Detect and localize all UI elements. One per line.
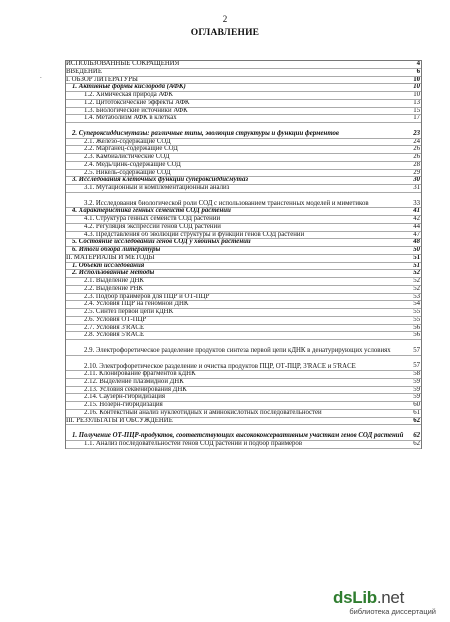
toc-entry-page: 6	[416, 68, 420, 75]
toc-entry	[66, 115, 421, 123]
toc-entry-page: 59	[413, 386, 420, 393]
toc-entry-page: 44	[413, 223, 420, 230]
toc-entry	[66, 139, 421, 147]
toc-entry	[66, 270, 421, 278]
margin-mark: .	[40, 72, 42, 80]
toc-entry-page: 28	[413, 161, 420, 168]
toc-entry	[66, 255, 421, 263]
toc-entry	[66, 162, 421, 170]
toc-entry-title: 2.8. Условия 5'RACE	[84, 332, 145, 339]
toc-entry-title: I. ОБЗОР ЛИТЕРАТУРЫ	[66, 76, 138, 83]
toc-entry	[66, 356, 421, 372]
toc-entry-title: 2.9. Электрофоретическое разделение продуктов синтеза первой цепи кДНК в денатурирующих условиях	[84, 347, 391, 354]
toc-entry	[66, 301, 421, 309]
toc-entry-title: ИСПОЛЬЗОВАННЫЕ СОКРАЩЕНИЯ	[66, 61, 180, 67]
toc-entry-page: 60	[413, 402, 420, 408]
toc-entry-title: 2.10. Электрофоретическое разделение и очистка продуктов ПЦР, ОТ-ПЦР, 3'RACE и 5'RACE	[84, 362, 356, 370]
toc-entry-page: 62	[413, 417, 420, 424]
toc-entry-page: 56	[413, 332, 420, 339]
toc-entry-title: 4.3. Представления об эволюции структуры и функции генов СОД растений	[84, 231, 305, 238]
toc-entry	[66, 441, 421, 449]
toc-entry-page: 58	[413, 371, 420, 377]
toc-entry-page: 52	[413, 285, 420, 292]
toc-entry-title: 2.7. Условия 3'RACE	[84, 324, 145, 331]
toc-entry-page: 55	[413, 316, 420, 323]
toc-entry-page: 62	[413, 440, 420, 447]
toc-entry-title: 2.14. Саузерн-гибридизация	[84, 394, 166, 401]
toc-entry	[66, 239, 421, 247]
toc-entry	[66, 123, 421, 139]
toc-entry-title: 3.2. Исследования биологической роли СОД с использованием трансгенных моделей и миметиков	[84, 199, 369, 207]
toc-entry-page: 23	[413, 129, 420, 137]
toc-entry-page: 59	[413, 394, 420, 401]
toc-entry-page: 17	[413, 115, 420, 122]
toc-entry	[66, 92, 421, 100]
toc-entry-title: 4.2. Регуляция экспрессии генов СОД растений	[84, 223, 221, 230]
toc-entry	[66, 185, 421, 193]
toc-entry-page: 56	[413, 324, 420, 331]
toc-entry-page: 24	[413, 138, 420, 145]
toc-entry-page: 10	[413, 92, 420, 98]
toc-entry	[66, 379, 421, 387]
toc-entry-page: 26	[413, 154, 420, 160]
toc-entry-title: 2. Супероксиддисмутазы: различные типы, эволюция структуры и функции ферментов	[72, 130, 339, 137]
toc-entry-title: 2.4. Медь/цинк-содержащие СОД	[84, 161, 181, 168]
toc-entry-page: 13	[413, 99, 420, 106]
toc-entry-page: 57	[413, 362, 420, 370]
toc-entry-title: 1.2. Цитотоксические эффекты АФК	[84, 99, 190, 106]
toc-entry	[66, 146, 421, 154]
toc-entry-page: 52	[413, 278, 420, 284]
toc-entry	[66, 325, 421, 333]
toc-entry	[66, 371, 421, 379]
toc-entry-title: 2.13. Условия секвенирования ДНК	[84, 386, 187, 393]
toc-entry-title: 1.4. Метаболизм АФК в клетках	[84, 115, 177, 122]
watermark-logo	[286, 588, 436, 614]
toc-entry-title: 3. Исследования клеточных функций супероксиддисмутаз	[72, 177, 249, 184]
toc-entry-page: 62	[413, 432, 420, 439]
toc-entry-page: 54	[413, 301, 420, 308]
toc-entry	[66, 317, 421, 325]
toc-entry-page: 57	[413, 346, 420, 354]
page-number: 2	[222, 14, 228, 24]
toc-entry-page: 26	[413, 146, 420, 153]
toc-entry	[66, 177, 421, 185]
toc-entry-title: 2.6. Условия ОТ-ПЦР	[84, 316, 147, 323]
toc-entry-page: 53	[413, 293, 420, 300]
toc-entry	[66, 100, 421, 108]
toc-entry-page: 29	[413, 169, 420, 176]
toc-entry	[66, 387, 421, 395]
toc-entry-title: 2.2. Выделение РНК	[84, 285, 144, 292]
toc-entry	[66, 309, 421, 317]
toc-entry	[66, 247, 421, 255]
watermark-subtitle: библиотека диссертаций	[349, 607, 436, 616]
toc-entry	[66, 61, 421, 69]
toc-entry-page: 30	[413, 177, 420, 184]
toc-entry-page: 59	[413, 378, 420, 385]
toc-entry-title: 1.2. Химическая природа АФК	[84, 92, 173, 98]
toc-entry-page: 51	[413, 262, 420, 269]
toc-entry-title: 1. Получение ОТ-ПЦР-продуктов, соответствующих высококонсервативным участкам генов СОД растений	[72, 432, 404, 440]
toc-entry	[66, 332, 421, 340]
toc-entry	[66, 410, 421, 418]
toc-entry-title: 2.4. Условия ПЦР на геномной ДНК	[84, 301, 189, 308]
toc-entry-title: III. РЕЗУЛЬТАТЫ И ОБСУЖДЕНИЕ	[66, 417, 173, 424]
toc-entry	[66, 286, 421, 294]
toc-entry-page: 10	[413, 84, 420, 91]
toc-entry	[66, 216, 421, 224]
toc-entry-title: 1. Объект исследования	[72, 262, 145, 269]
toc-entry-title: 2.1. Железо-содержащие СОД	[84, 138, 171, 145]
toc-entry-page: 31	[413, 185, 420, 191]
toc-entry-title: 2.2. Марганец-содержащие СОД	[84, 146, 178, 153]
toc-entry-title: 1. Активные формы кислорода (АФК)	[72, 84, 186, 91]
toc-entry-title: 2. Использованные методы	[72, 270, 155, 277]
toc-entry	[66, 402, 421, 410]
toc-entry	[66, 84, 421, 92]
toc-entry-title: II. МАТЕРИАЛЫ И МЕТОДЫ	[66, 254, 155, 261]
toc-entry-title: 1.1. Анализ последовательностей генов СОД растений и подбор праймеров	[84, 440, 303, 447]
toc-entry-page: 10	[413, 76, 420, 83]
toc-entry-title: 2.16. Контекстный анализ нуклеотидных и аминокислотных последовательностей	[84, 409, 322, 416]
toc-entry	[66, 425, 421, 441]
toc-entry-title: 3.1. Мутационный и комплементационный анализ	[84, 185, 230, 191]
toc-entry-title: 2.1. Выделение ДНК	[84, 278, 144, 284]
toc-entry-page: 52	[413, 270, 420, 277]
toc-entry	[66, 278, 421, 286]
toc-entry-title: 2.15. Нозерн-гибридизация	[84, 402, 163, 408]
toc-entry-page: 4	[416, 61, 420, 67]
toc-entry-page: 42	[413, 216, 420, 222]
toc-entry-page: 41	[413, 208, 420, 215]
toc-entry	[66, 263, 421, 271]
toc-entry	[66, 224, 421, 232]
toc-entry-title: 2.11. Клонирование фрагментов кДНК	[84, 371, 196, 377]
toc-entry	[66, 193, 421, 209]
toc-entry	[66, 340, 421, 356]
toc-entry	[66, 77, 421, 85]
toc-entry	[66, 69, 421, 77]
toc-entry-title: 2.12. Выделение плазмидной ДНК	[84, 378, 184, 385]
toc-entry-page: 15	[413, 107, 420, 114]
toc-entry-title: 4. Характеристика генных семейств СОД растений	[72, 208, 231, 215]
toc-entry	[66, 418, 421, 426]
toc-entry-title: ВВЕДЕНИЕ	[66, 68, 102, 75]
toc-entry-page: 55	[413, 309, 420, 315]
toc-entry-title: 2.5. Синтез первой цепи кДНК	[84, 309, 174, 315]
dslib-logo: dsLib.net	[333, 588, 404, 607]
toc-entry-page: 47	[413, 231, 420, 238]
toc-entry	[66, 208, 421, 216]
toc-entry	[66, 294, 421, 302]
toc-entry-page: 33	[413, 199, 420, 207]
toc-entry	[66, 394, 421, 402]
toc-entry-title: 1.3. Биологические источники АФК	[84, 107, 188, 114]
toc-entry	[66, 232, 421, 240]
toc-entry	[66, 154, 421, 162]
toc-entry	[66, 108, 421, 116]
table-of-contents	[65, 60, 422, 449]
toc-entry	[66, 170, 421, 178]
toc-entry-title: 2.5. Никель-содержащие СОД	[84, 169, 171, 176]
toc-entry-page: 48	[413, 239, 420, 246]
page-title: ОГЛАВЛЕНИЕ	[190, 28, 260, 38]
toc-entry-title: 4.1. Структура генных семейств СОД растений	[84, 216, 221, 222]
toc-entry-title: 2.3. Камбиалистические СОД	[84, 154, 170, 160]
toc-entry-page: 50	[413, 247, 420, 253]
toc-entry-title: 6. Итоги обзора литературы	[72, 247, 161, 253]
toc-entry-title: 2.3. Подбор праймеров для ПЦР и ОТ-ПЦР	[84, 293, 210, 300]
toc-entry-page: 51	[413, 254, 420, 261]
toc-entry-title: 5. Состояние исследований генов СОД у хвойных растений	[72, 239, 251, 246]
toc-entry-page: 61	[413, 409, 420, 416]
